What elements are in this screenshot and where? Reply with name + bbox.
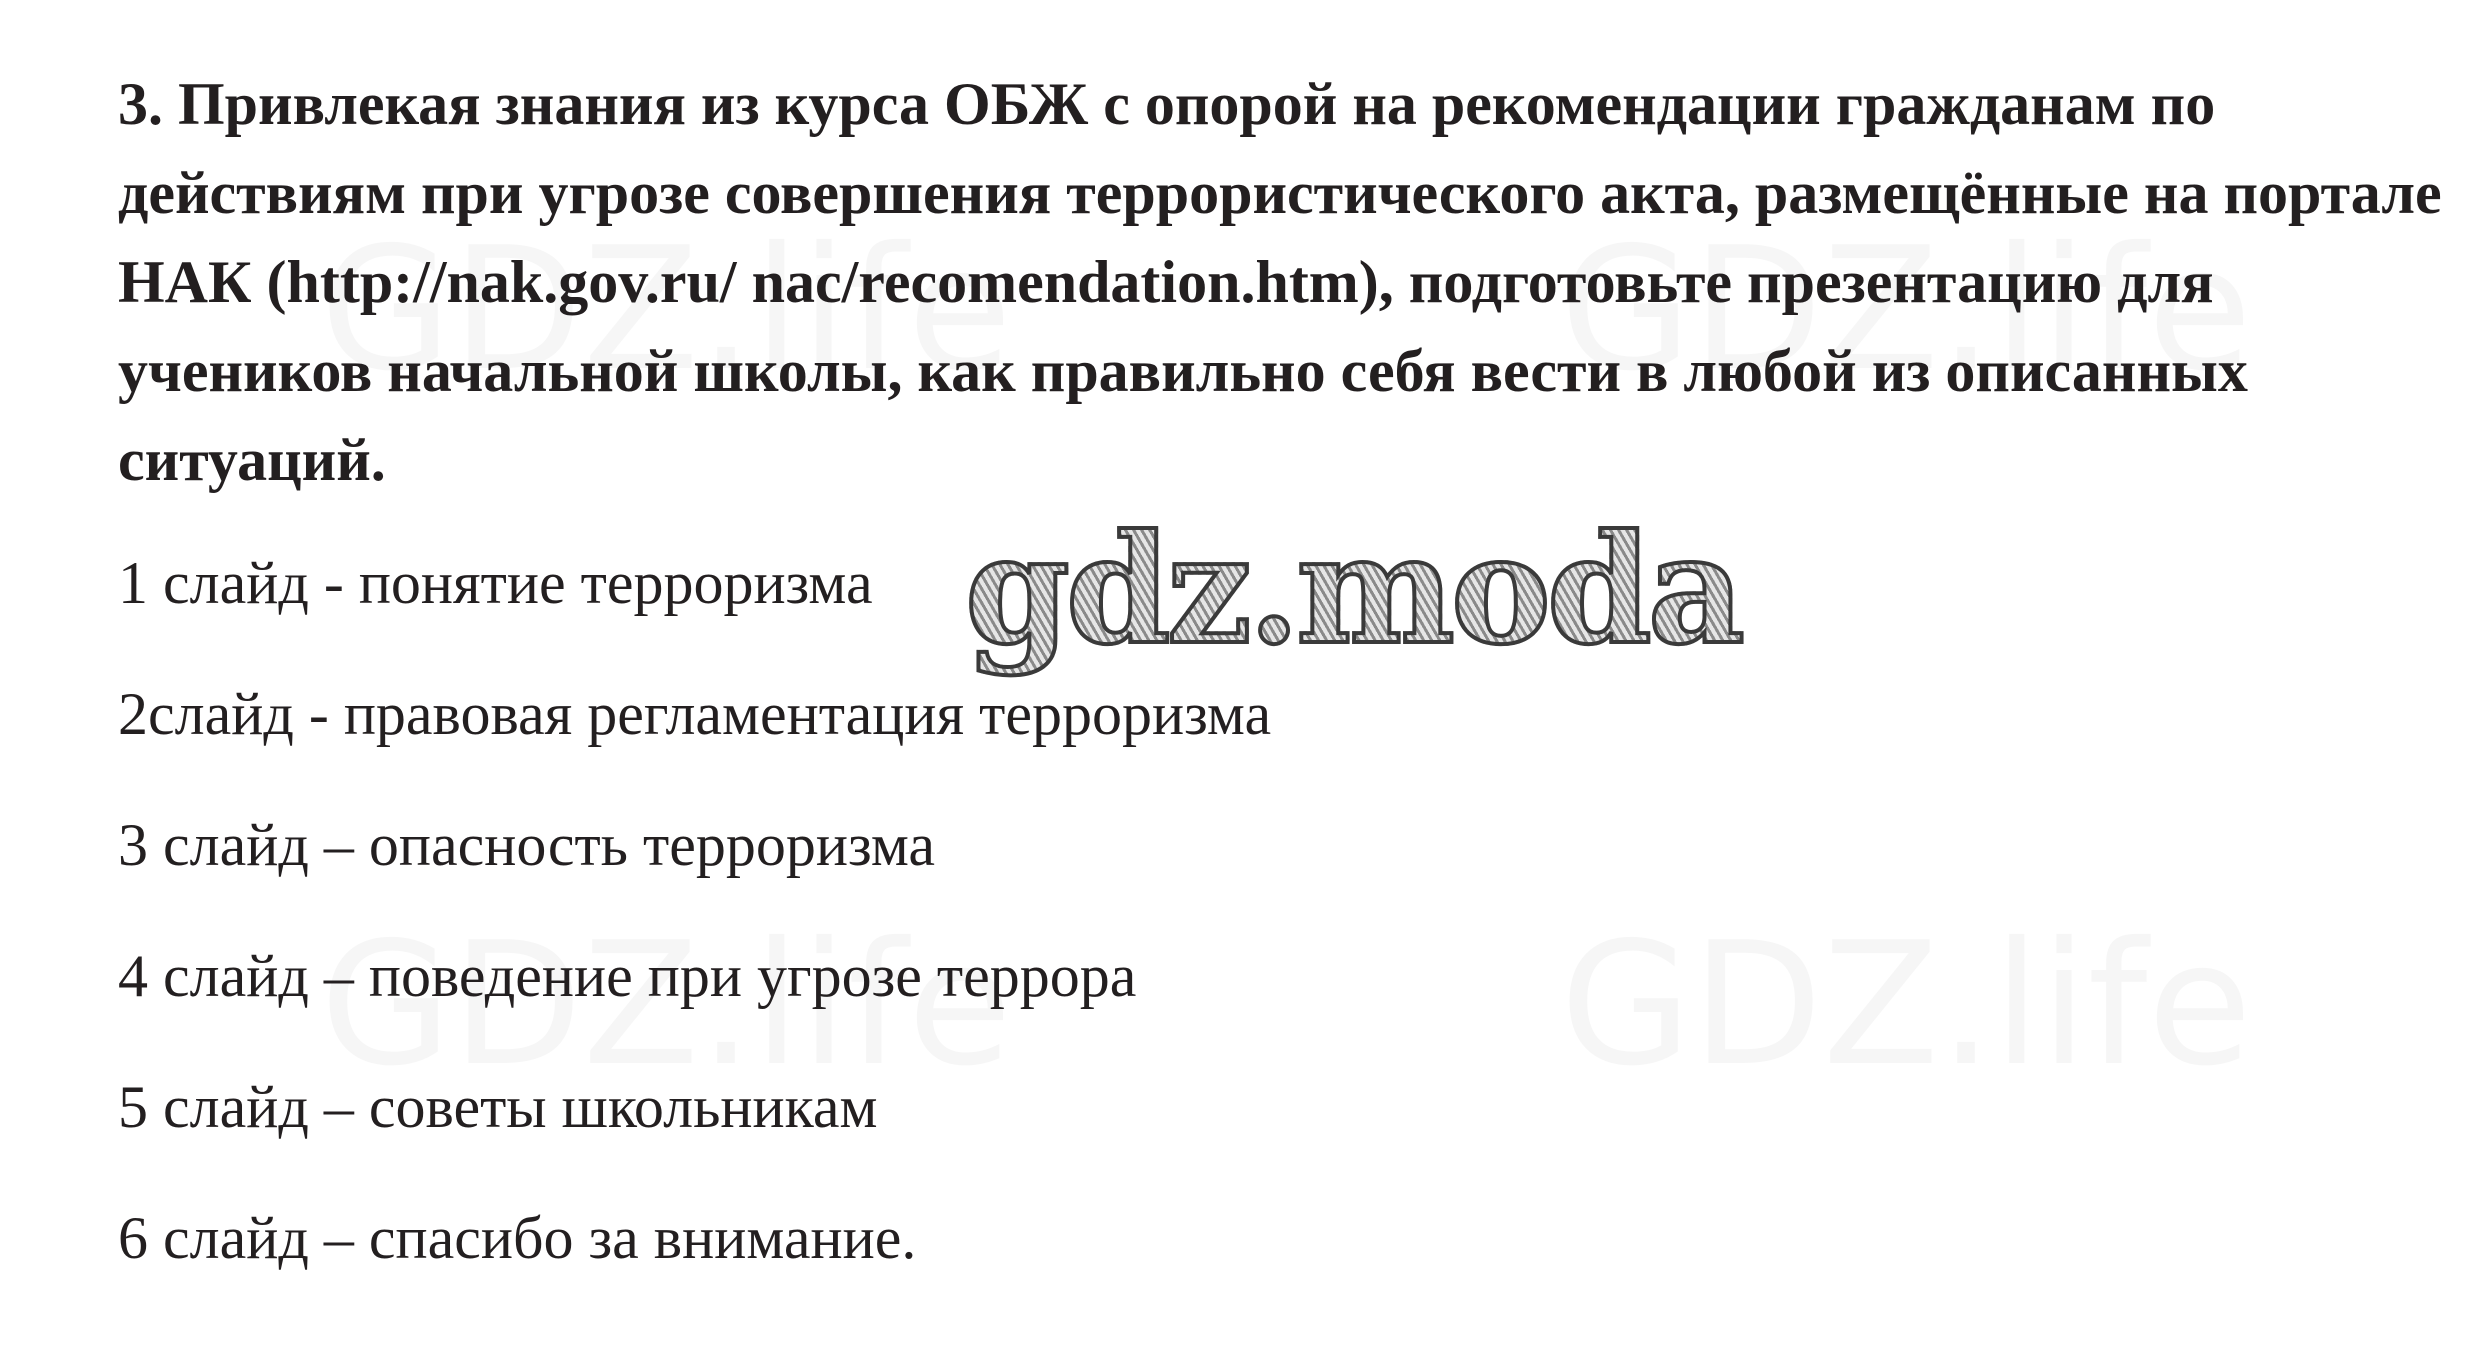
- slide-item: 4 слайд – поведение при угрозе террора: [118, 943, 1137, 1009]
- watermark-logo: gdz.moda: [965, 502, 1742, 678]
- task-statement: 3. Привлекая знания из курса ОБЖ с опорой на рекомендации гражданам по действиям при угрозе совершения террористического акта, размещённые на портале НАК (http://nak.gov.ru/ nac/recomendation.htm), подготовьте презентацию для учеников начальной школы, как правильно себя вести в любой из описанных ситуаций.: [118, 71, 2442, 493]
- slide-item: 1 слайд - понятие терроризма: [118, 550, 873, 616]
- slide-item: 6 слайд – спасибо за внимание.: [118, 1205, 917, 1271]
- slide-item: 3 слайд – опасность терроризма: [118, 812, 936, 878]
- watermark-faint: [1560, 910, 2252, 1100]
- slide-item: 2слайд - правовая регламентация терроризма: [118, 681, 1272, 747]
- slide-item: 5 слайд – советы школьникам: [118, 1074, 878, 1140]
